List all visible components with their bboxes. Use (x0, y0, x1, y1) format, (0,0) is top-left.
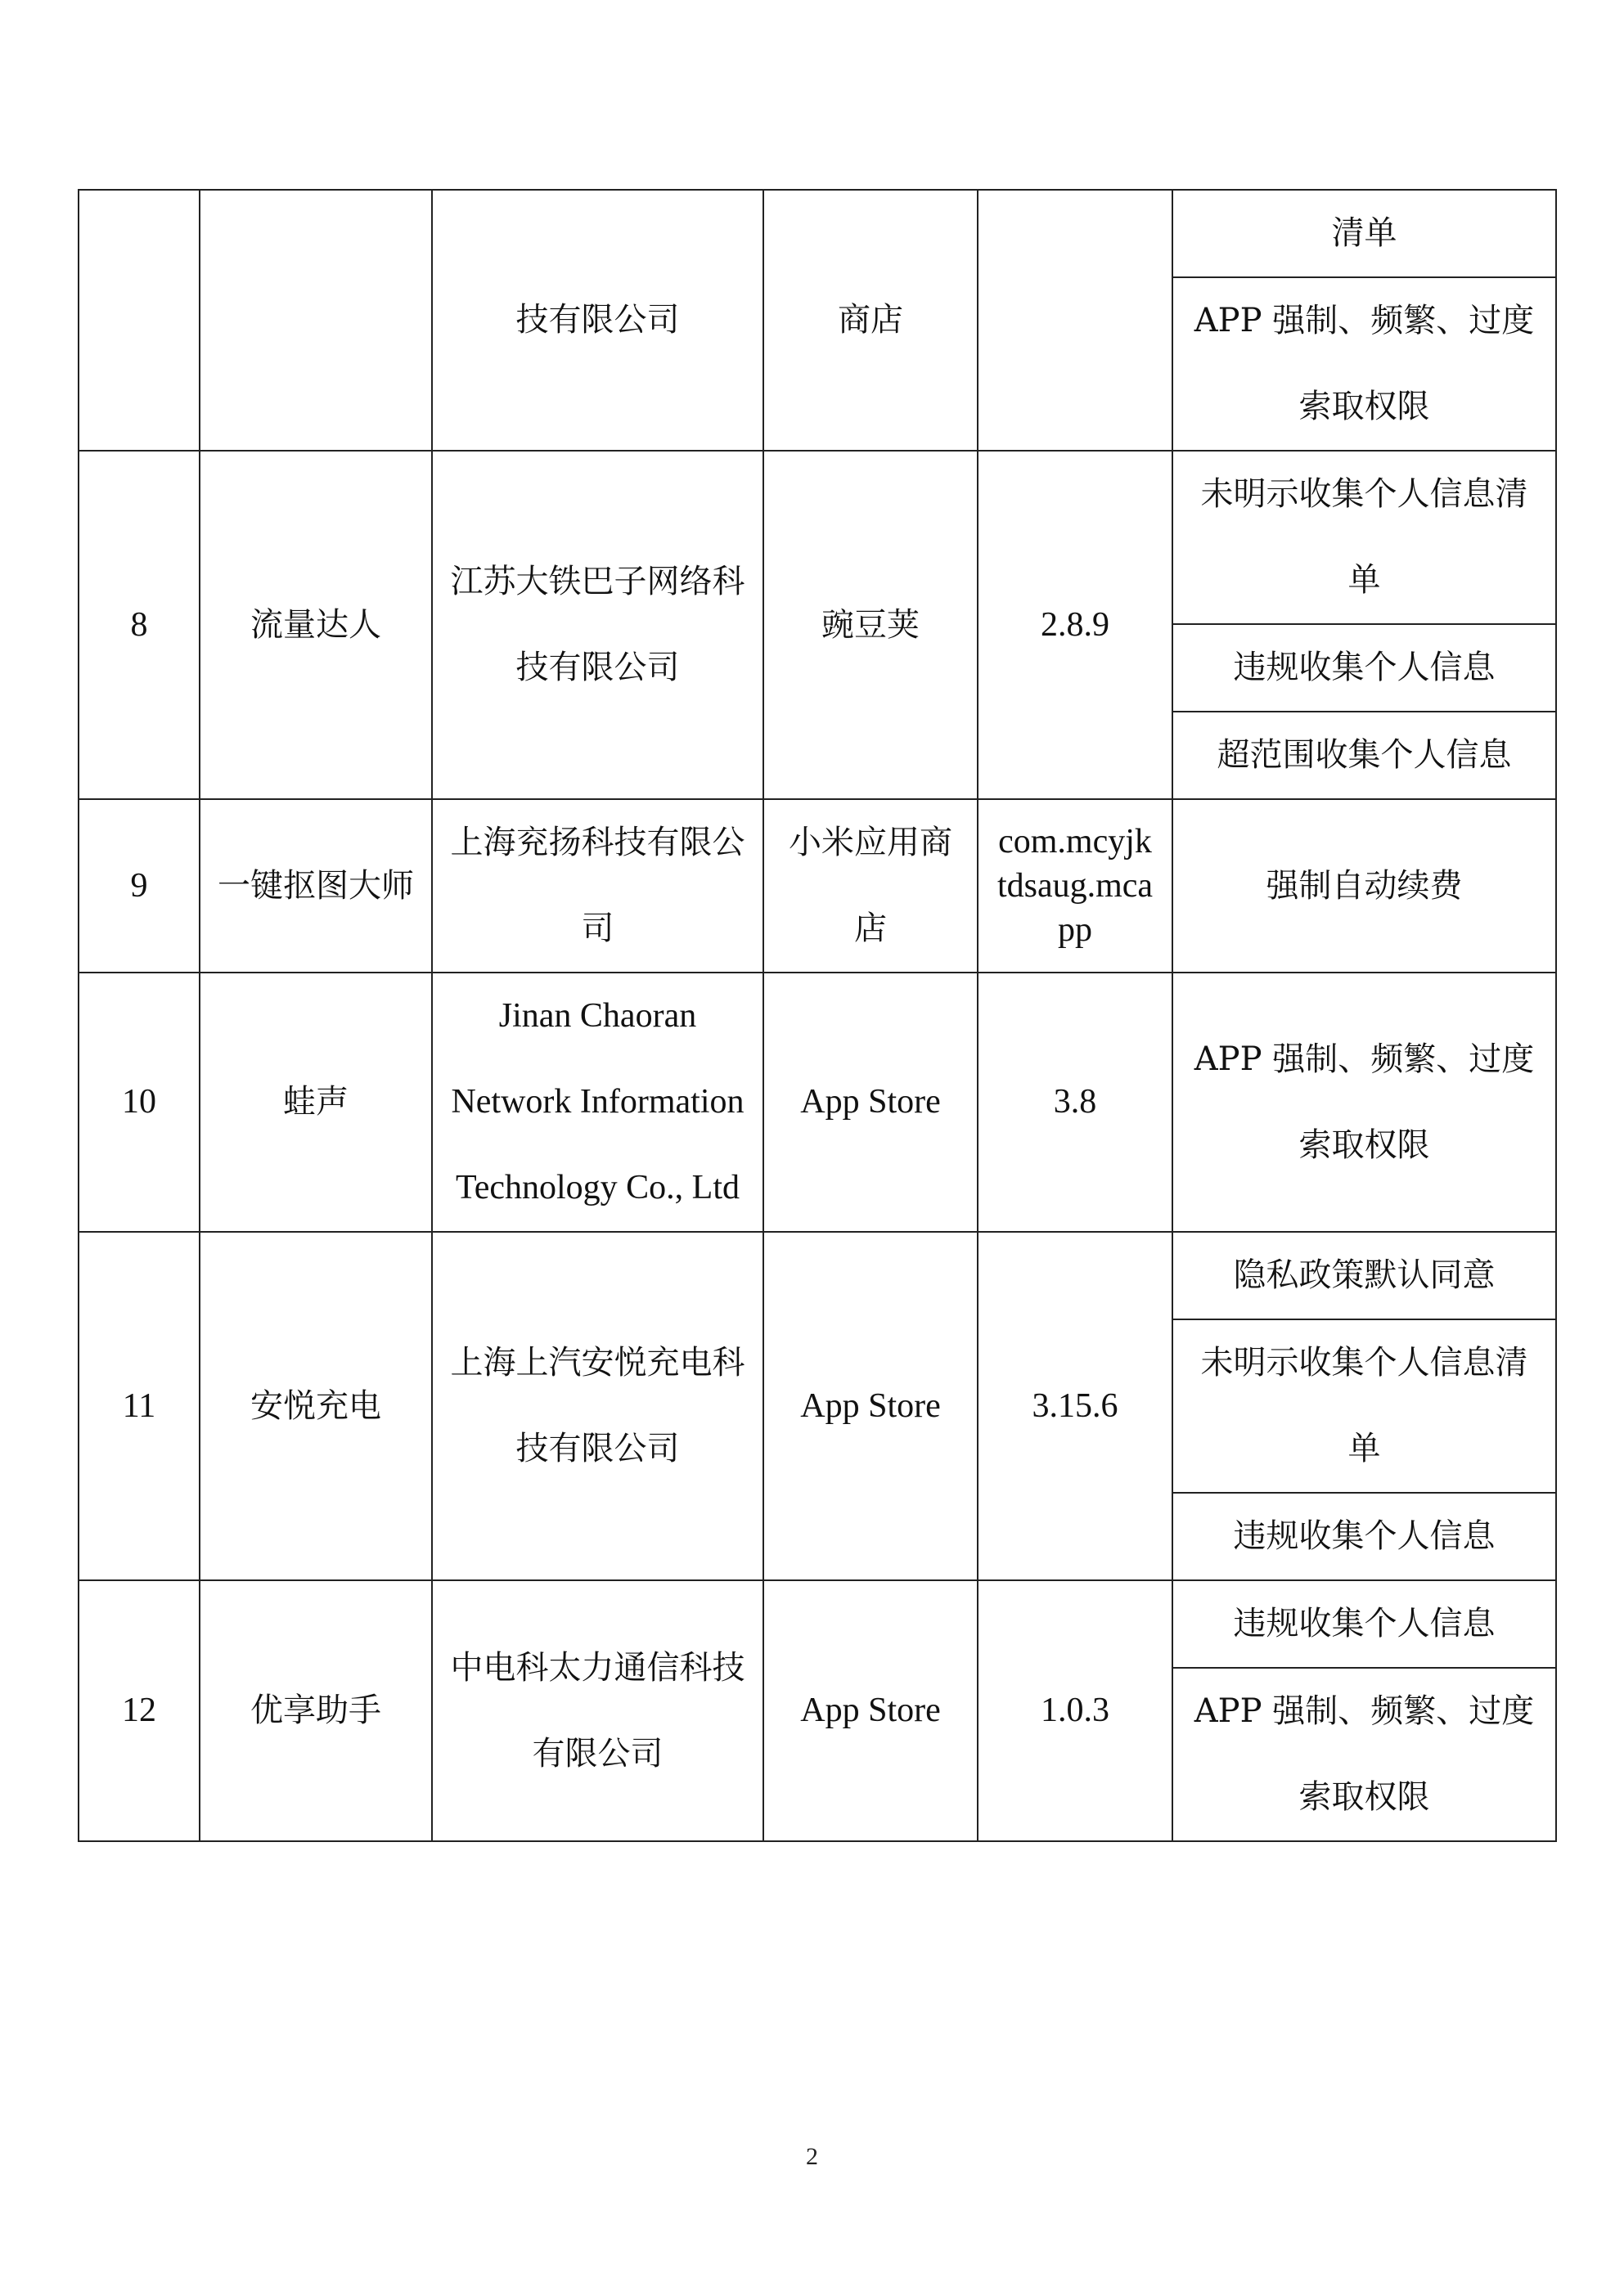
cell-issue: 违规收集个人信息 (1172, 1580, 1556, 1668)
cell-issue: 未明示收集个人信息清单 (1172, 1319, 1556, 1493)
cell-issue: 未明示收集个人信息清单 (1172, 451, 1556, 624)
app-violation-table (78, 189, 1557, 1842)
cell-app-name: 优享助手 (200, 1580, 432, 1841)
cell-version (978, 190, 1172, 451)
cell-company: 上海上汽安悦充电科技有限公司 (432, 1232, 763, 1580)
table-row (79, 1580, 1556, 1668)
cell-issue: 超范围收集个人信息 (1172, 712, 1556, 799)
cell-company: 江苏大铁巴子网络科技有限公司 (432, 451, 763, 799)
table-row (79, 799, 1556, 973)
table-row (79, 1232, 1556, 1319)
cell-store: App Store (763, 973, 978, 1232)
cell-version: com.mcyjktdsaug.mcapp (978, 799, 1172, 973)
cell-app-name: 流量达人 (200, 451, 432, 799)
cell-no (79, 190, 200, 451)
cell-issue: 隐私政策默认同意 (1172, 1232, 1556, 1319)
cell-issue: APP 强制、频繁、过度索取权限 (1172, 1668, 1556, 1841)
cell-app-name: 一键抠图大师 (200, 799, 432, 973)
table-row (79, 973, 1556, 1232)
cell-company: 中电科太力通信科技有限公司 (432, 1580, 763, 1841)
cell-issue: APP 强制、频繁、过度索取权限 (1172, 973, 1556, 1232)
table-row-continuation (79, 190, 1556, 277)
cell-no: 11 (79, 1232, 200, 1580)
cell-company: 技有限公司 (432, 190, 763, 451)
cell-no: 9 (79, 799, 200, 973)
cell-no: 12 (79, 1580, 200, 1841)
cell-version: 3.8 (978, 973, 1172, 1232)
cell-app-name: 蛙声 (200, 973, 432, 1232)
cell-issue: 强制自动续费 (1172, 799, 1556, 973)
cell-company: 上海兖扬科技有限公司 (432, 799, 763, 973)
cell-store: App Store (763, 1580, 978, 1841)
cell-issue: 清单 (1172, 190, 1556, 277)
cell-version: 1.0.3 (978, 1580, 1172, 1841)
cell-app-name: 安悦充电 (200, 1232, 432, 1580)
cell-store: 小米应用商店 (763, 799, 978, 973)
cell-issue: 违规收集个人信息 (1172, 624, 1556, 712)
cell-company: Jinan Chaoran Network Information Technology Co., Ltd (432, 973, 763, 1232)
cell-issue: APP 强制、频繁、过度索取权限 (1172, 277, 1556, 451)
cell-no: 10 (79, 973, 200, 1232)
cell-issue: 违规收集个人信息 (1172, 1493, 1556, 1580)
cell-app-name (200, 190, 432, 451)
cell-version: 3.15.6 (978, 1232, 1172, 1580)
cell-store: App Store (763, 1232, 978, 1580)
table-row (79, 451, 1556, 624)
cell-no: 8 (79, 451, 200, 799)
cell-version: 2.8.9 (978, 451, 1172, 799)
cell-store: 商店 (763, 190, 978, 451)
cell-store: 豌豆荚 (763, 451, 978, 799)
page-number: 2 (806, 2143, 818, 2170)
